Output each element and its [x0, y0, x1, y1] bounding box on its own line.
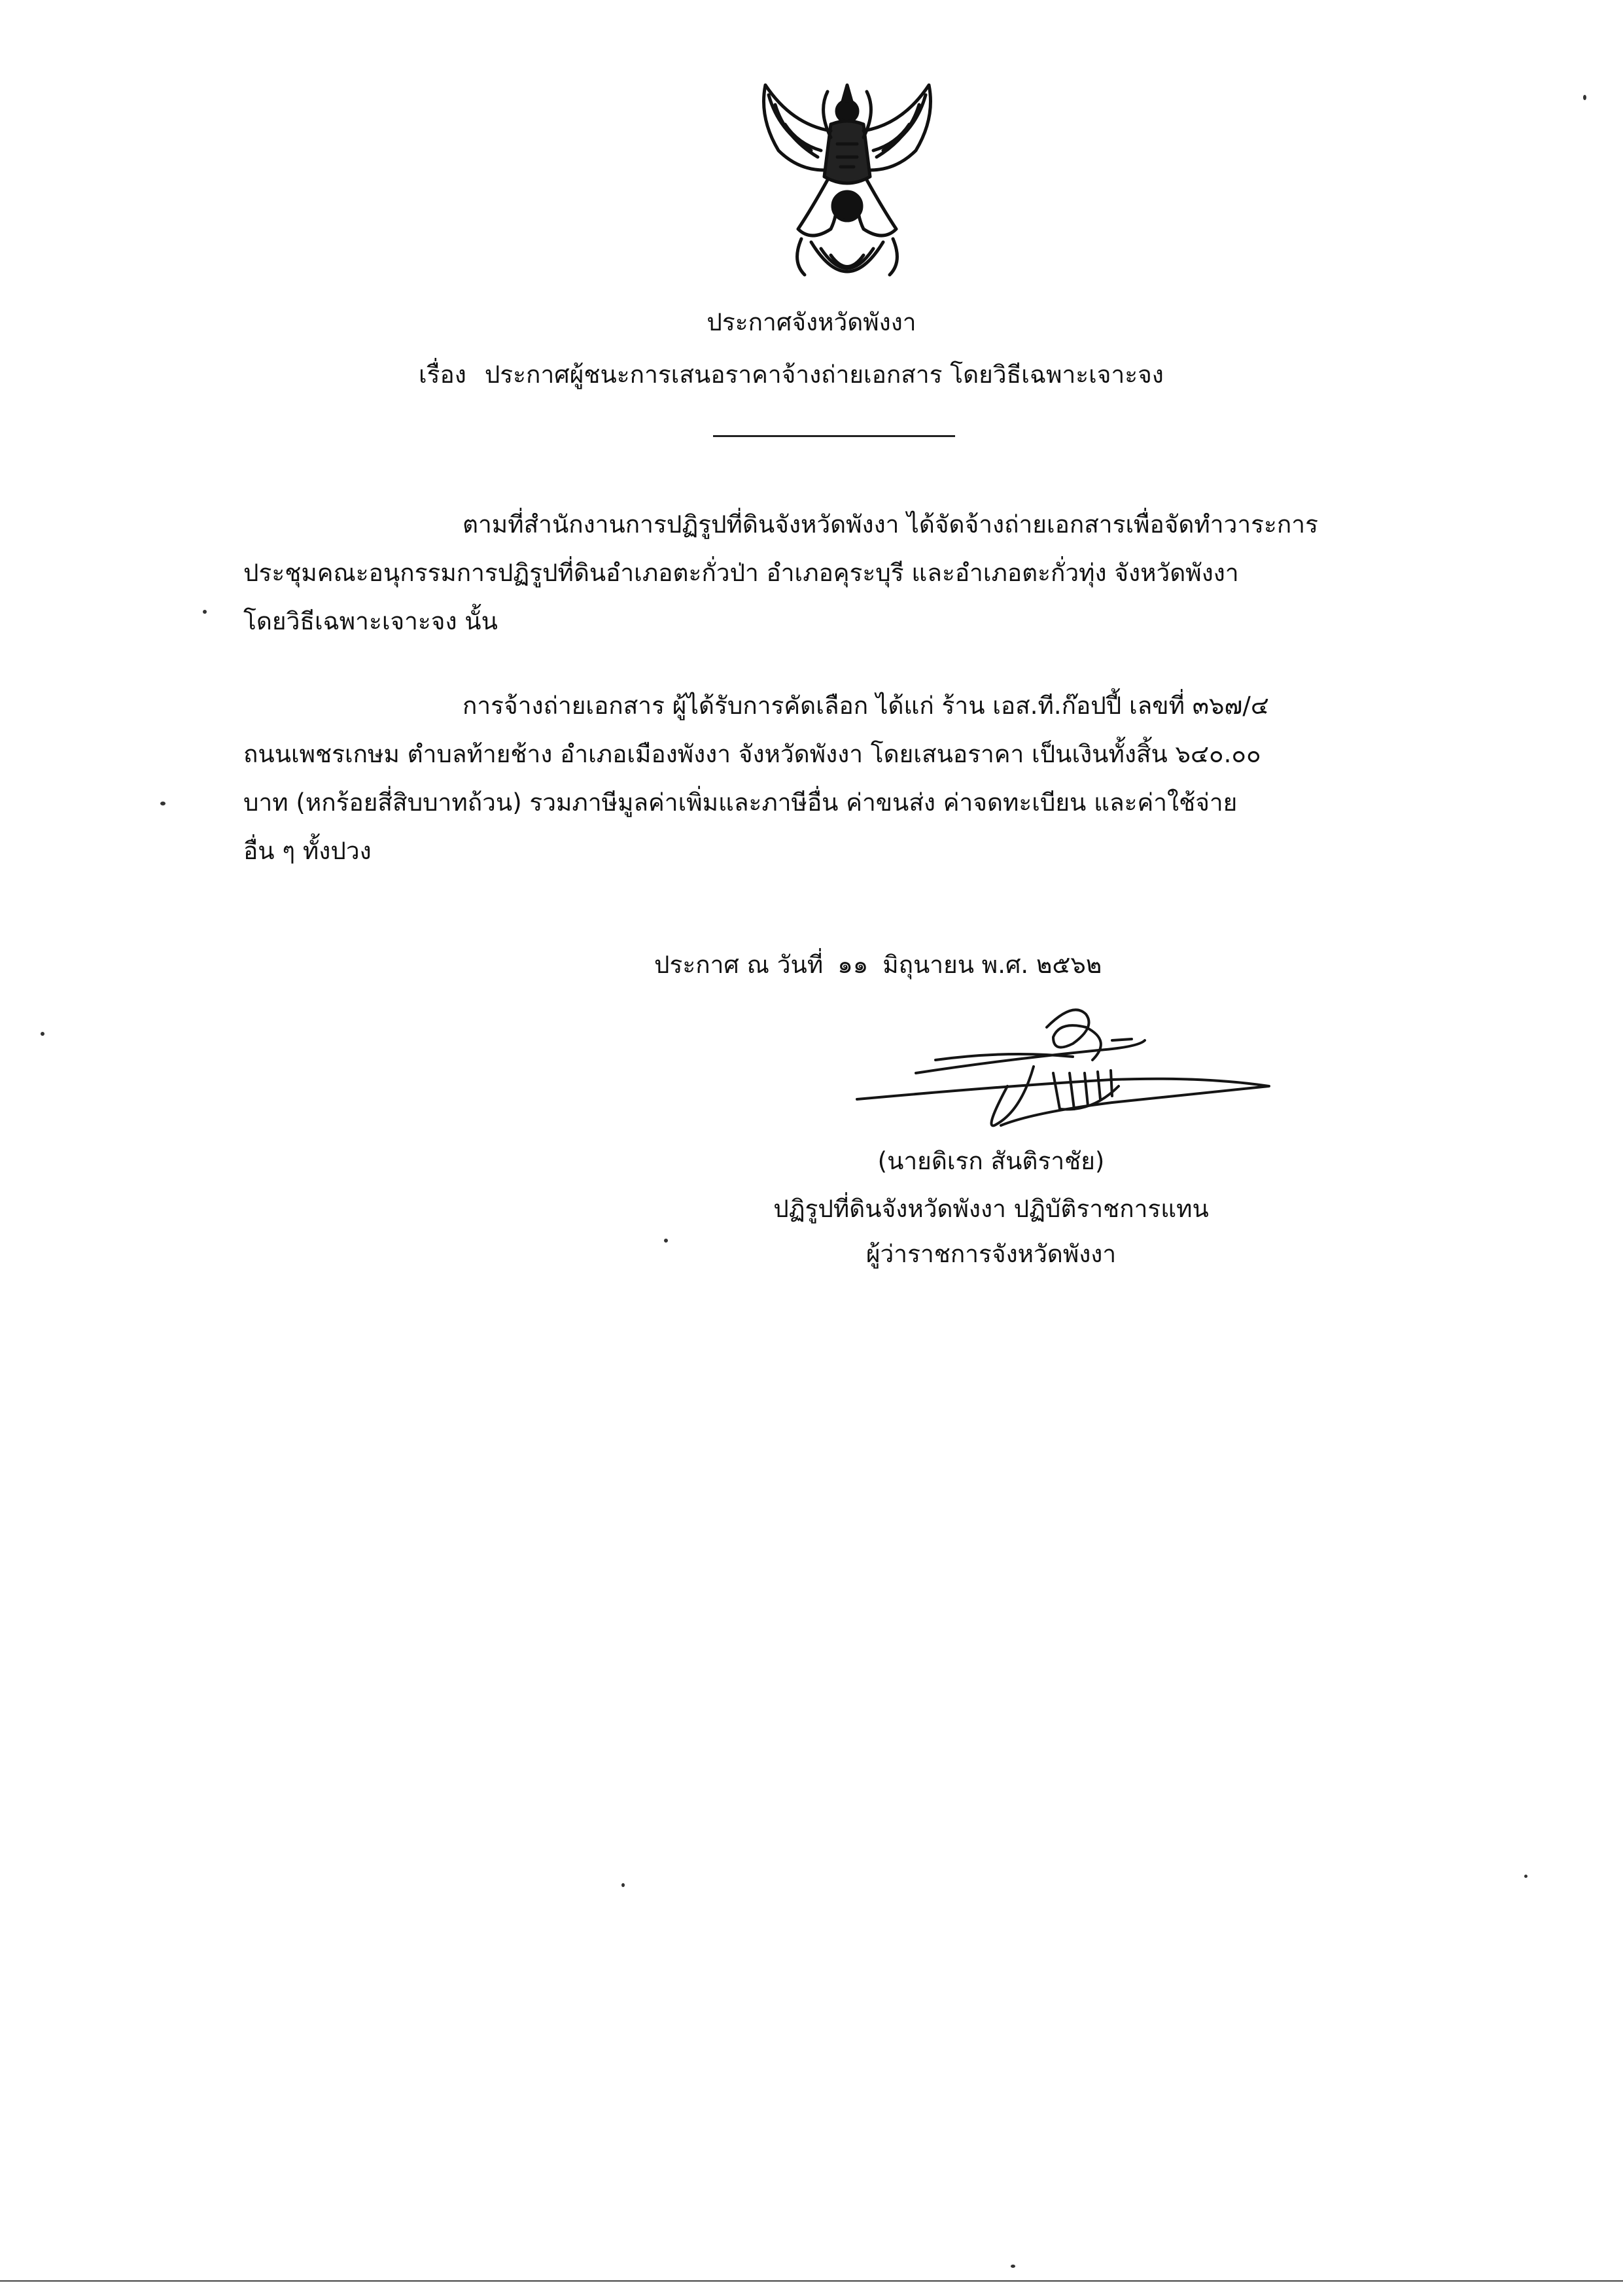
paragraph-line: ประชุมคณะอนุกรรมการปฏิรูปที่ดินอำเภอตะกั่วป่า อำเภอคุระบุรี และอำเภอตะกั่วทุ่ง จังหวัดพังงา [243, 559, 1239, 587]
paragraph-line: ตามที่สำนักงานการปฏิรูปที่ดินจังหวัดพังงา ได้จัดจ้างถ่ายเอกสารเพื่อจัดทำวาระการ [462, 510, 1318, 539]
document-title: ประกาศจังหวัดพังงา [707, 308, 916, 336]
signer-position: ปฏิรูปที่ดินจังหวัดพังงา ปฏิบัติราชการแทน [773, 1195, 1209, 1223]
handwritten-signature-icon [837, 988, 1282, 1152]
paragraph-line: อื่น ๆ ทั้งปวง [243, 837, 372, 865]
scan-speck [1524, 1875, 1527, 1878]
garuda-emblem-icon [739, 65, 955, 301]
signer-name: (นายดิเรก สันติราชัย) [877, 1147, 1105, 1175]
subject-text: ประกาศผู้ชนะการเสนอราคาจ้างถ่ายเอกสาร โดยวิธีเฉพาะเจาะจง [484, 361, 1164, 389]
scan-speck [664, 1239, 668, 1243]
scan-speck [621, 1883, 625, 1887]
body-paragraph-2 [243, 682, 1440, 875]
scan-speck [203, 610, 207, 614]
date-month-year: มิถุนายน พ.ศ. ๒๕๖๒ [882, 951, 1102, 979]
paragraph-line: โดยวิธีเฉพาะเจาะจง นั้น [243, 607, 498, 635]
title-separator [713, 435, 955, 437]
paragraph-line: ถนนเพชรเกษม ตำบลท้ายช้าง อำเภอเมืองพังงา จังหวัดพังงา โดยเสนอราคา เป็นเงินทั้งสิ้น ๖๔๐.๐๐ [243, 740, 1261, 768]
paragraph-line: บาท (หกร้อยสี่สิบบาทถ้วน) รวมภาษีมูลค่าเพิ่มและภาษีอื่น ค่าขนส่ง ค่าจดทะเบียน และค่าใช้จ่าย [243, 788, 1238, 817]
date-day: ๑๑ [837, 951, 869, 979]
scan-bottom-edge [0, 2280, 1623, 2282]
date-prefix: ประกาศ ณ วันที่ [654, 951, 824, 979]
scan-speck [1011, 2265, 1015, 2268]
subject-label: เรื่อง [419, 361, 466, 389]
announcement-date [654, 945, 1102, 985]
scan-speck [160, 802, 166, 805]
scan-speck [41, 1032, 44, 1036]
subject-line [419, 355, 1164, 395]
body-paragraph-1 [243, 501, 1440, 646]
paragraph-line: การจ้างถ่ายเอกสาร ผู้ได้รับการคัดเลือก ได้แก่ ร้าน เอส.ที.ก๊อปปี้ เลขที่ ๓๖๗/๔ [462, 692, 1269, 720]
signer-acting-for: ผู้ว่าราชการจังหวัดพังงา [865, 1240, 1117, 1268]
scan-speck [1583, 95, 1586, 100]
